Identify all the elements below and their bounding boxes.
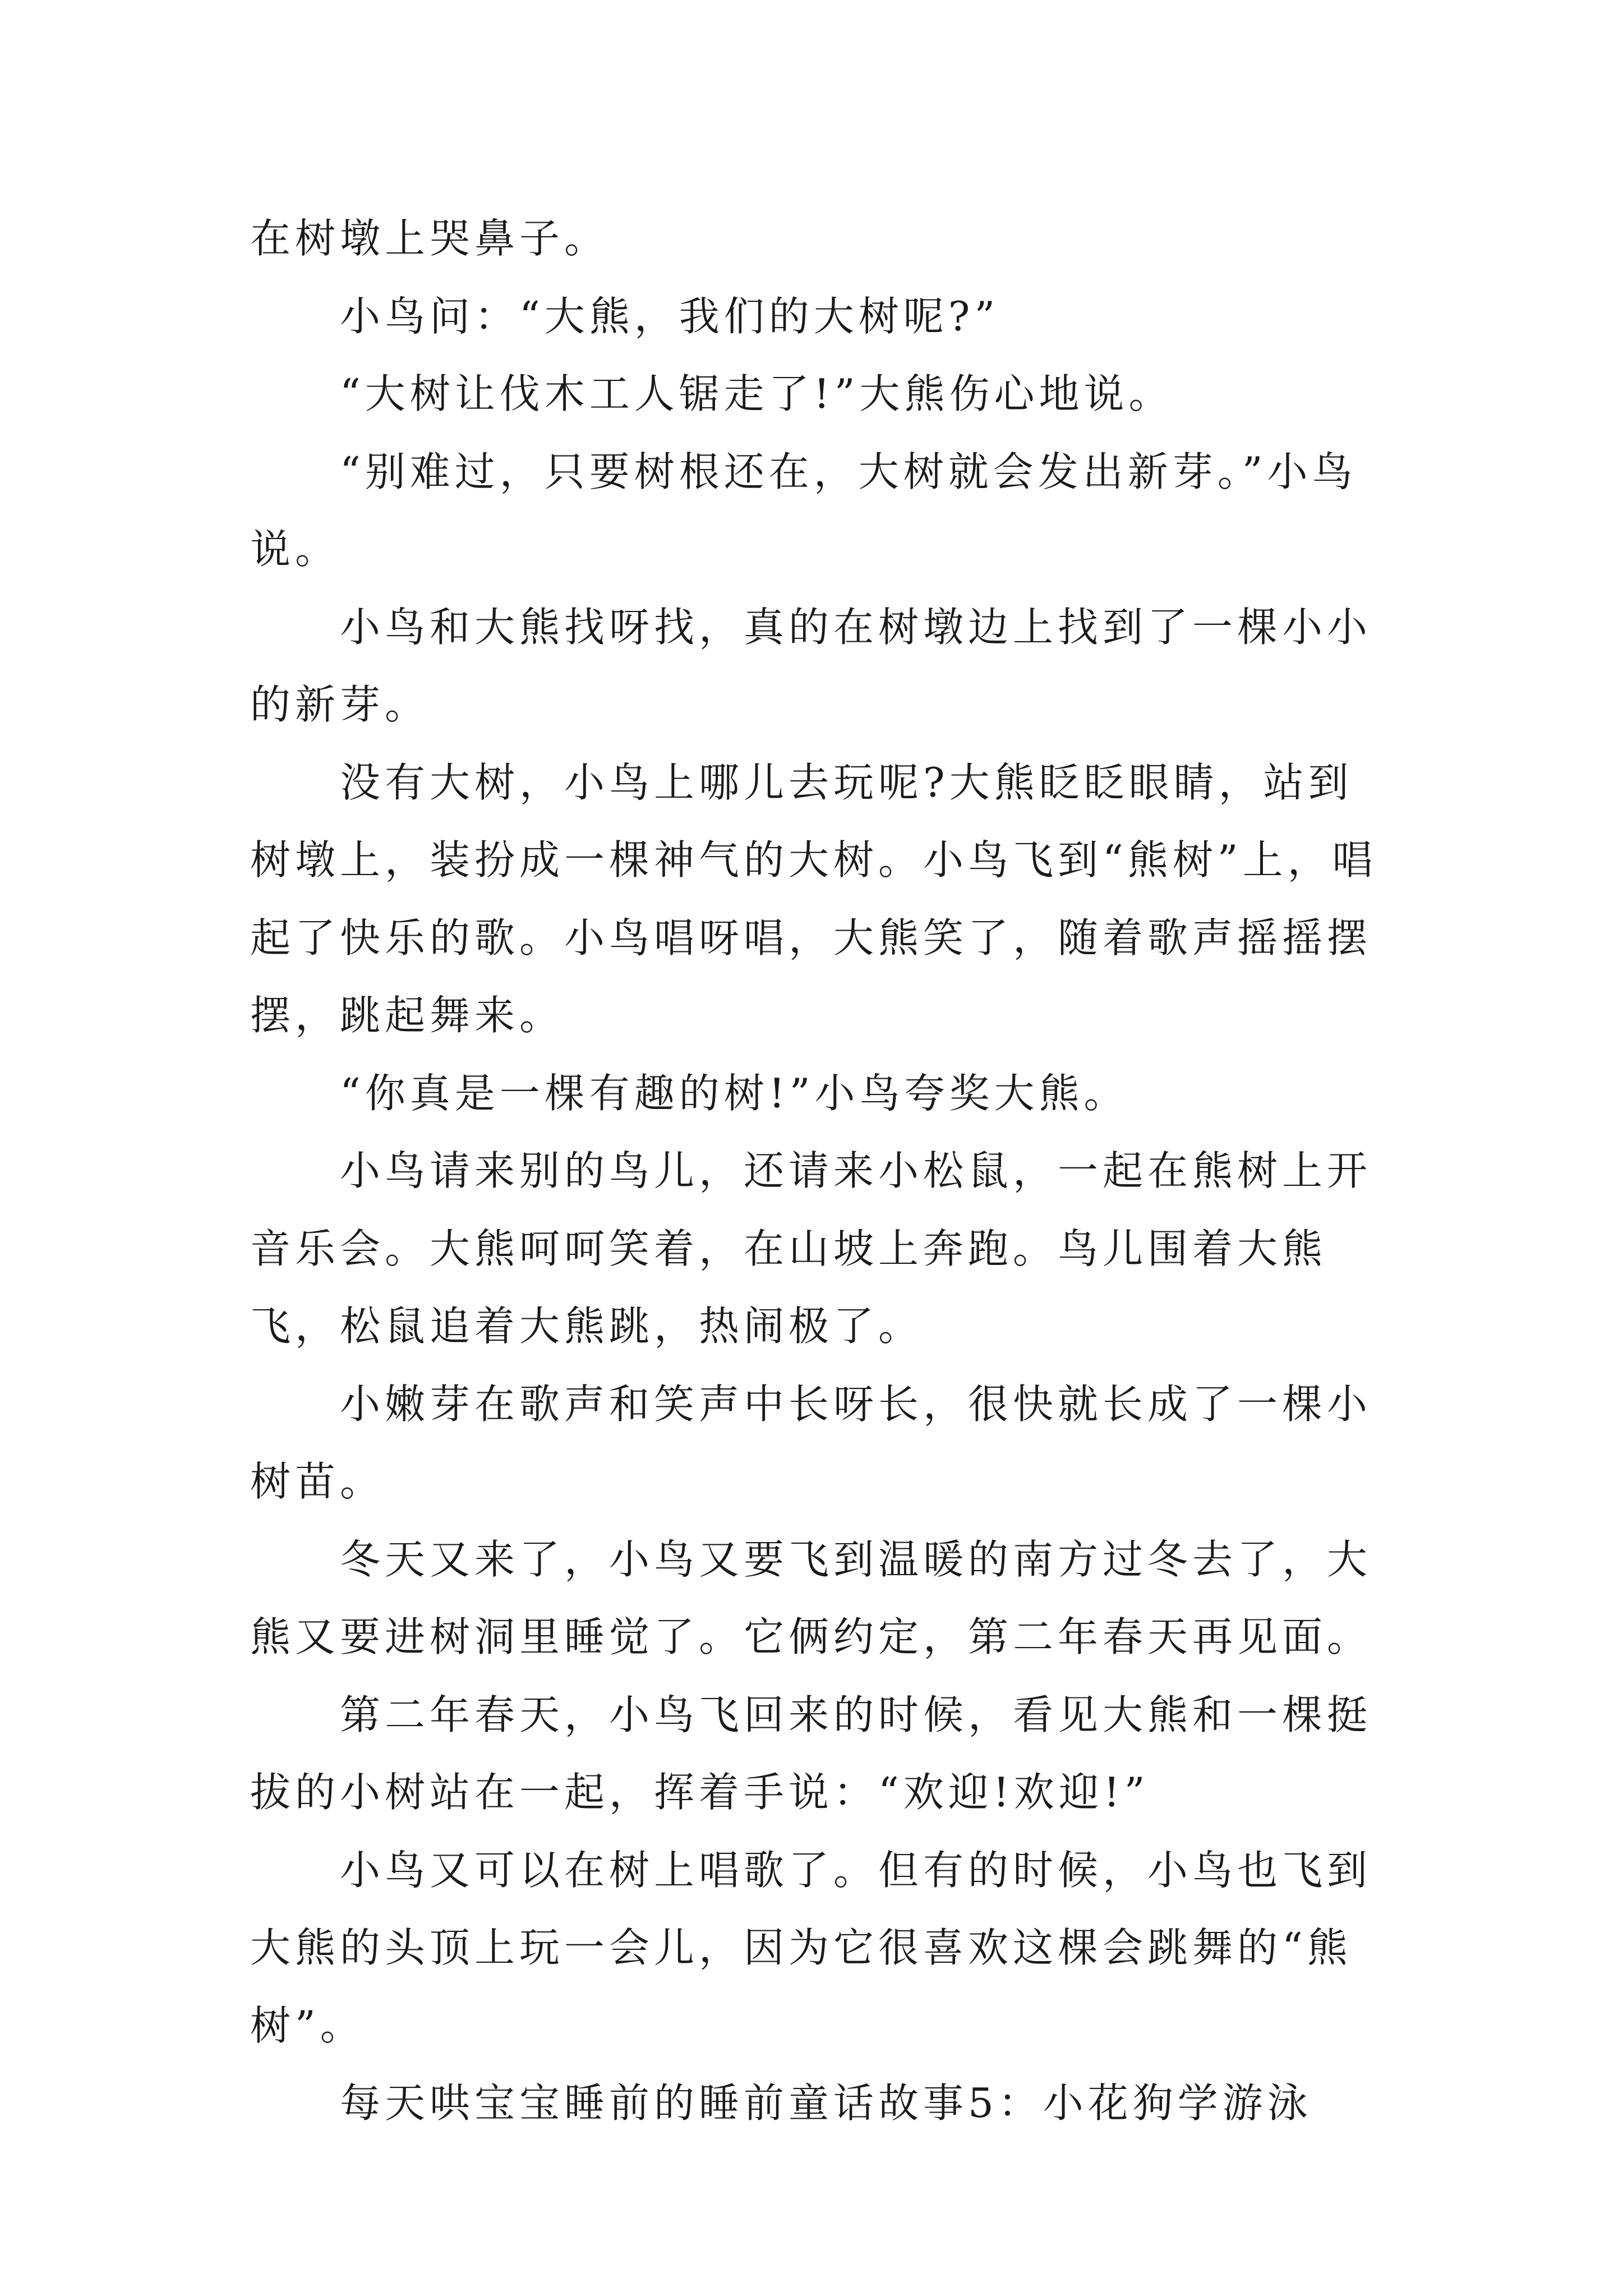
paragraph: 冬天又来了，小鸟又要飞到温暖的南方过冬去了，大熊又要进树洞里睡觉了。它俩约定，第二年春天再见面。 (250, 1535, 1372, 1660)
paragraph: 小鸟请来别的鸟儿，还请来小松鼠，一起在熊树上开音乐会。大熊呵呵笑着，在山坡上奔跑。鸟儿围着大熊飞，松鼠追着大熊跳，热闹极了。 (250, 1147, 1372, 1350)
document-body (250, 200, 1394, 2142)
paragraph: 小鸟和大熊找呀找，真的在树墩边上找到了一棵小小的新芽。 (250, 603, 1372, 728)
paragraph: 小嫩芽在歌声和笑声中长呀长，很快就长成了一棵小树苗。 (250, 1380, 1372, 1505)
paragraph: “别难过，只要树根还在，大树就会发出新芽。”小鸟说。 (250, 448, 1357, 573)
section-heading: 每天哄宝宝睡前的睡前童话故事5：小花狗学游泳 (340, 2079, 1312, 2127)
paragraph: “大树让伐木工人锯走了!”大熊伤心地说。 (340, 370, 1174, 417)
paragraph: 小鸟又可以在树上唱歌了。但有的时候，小鸟也飞到大熊的头顶上玩一会儿，因为它很喜欢这棵会跳舞的“熊树”。 (250, 1846, 1372, 2049)
paragraph: 没有大树，小鸟上哪儿去玩呢?大熊眨眨眼睛，站到树墩上，装扮成一棵神气的大树。小鸟飞到“熊树”上，唱起了快乐的歌。小鸟唱呀唱，大熊笑了，随着歌声摇摇摆摆，跳起舞来。 (250, 758, 1377, 1039)
paragraph: 第二年春天，小鸟飞回来的时候，看见大熊和一棵挺拔的小树站在一起，挥着手说：“欢迎!欢迎!” (250, 1691, 1372, 1816)
paragraph: 小鸟问：“大熊，我们的大树呢?” (340, 292, 1000, 340)
paragraph: “你真是一棵有趣的树!”小鸟夸奖大熊。 (340, 1069, 1129, 1117)
paragraph-continuation: 在树墩上哭鼻子。 (250, 215, 610, 262)
